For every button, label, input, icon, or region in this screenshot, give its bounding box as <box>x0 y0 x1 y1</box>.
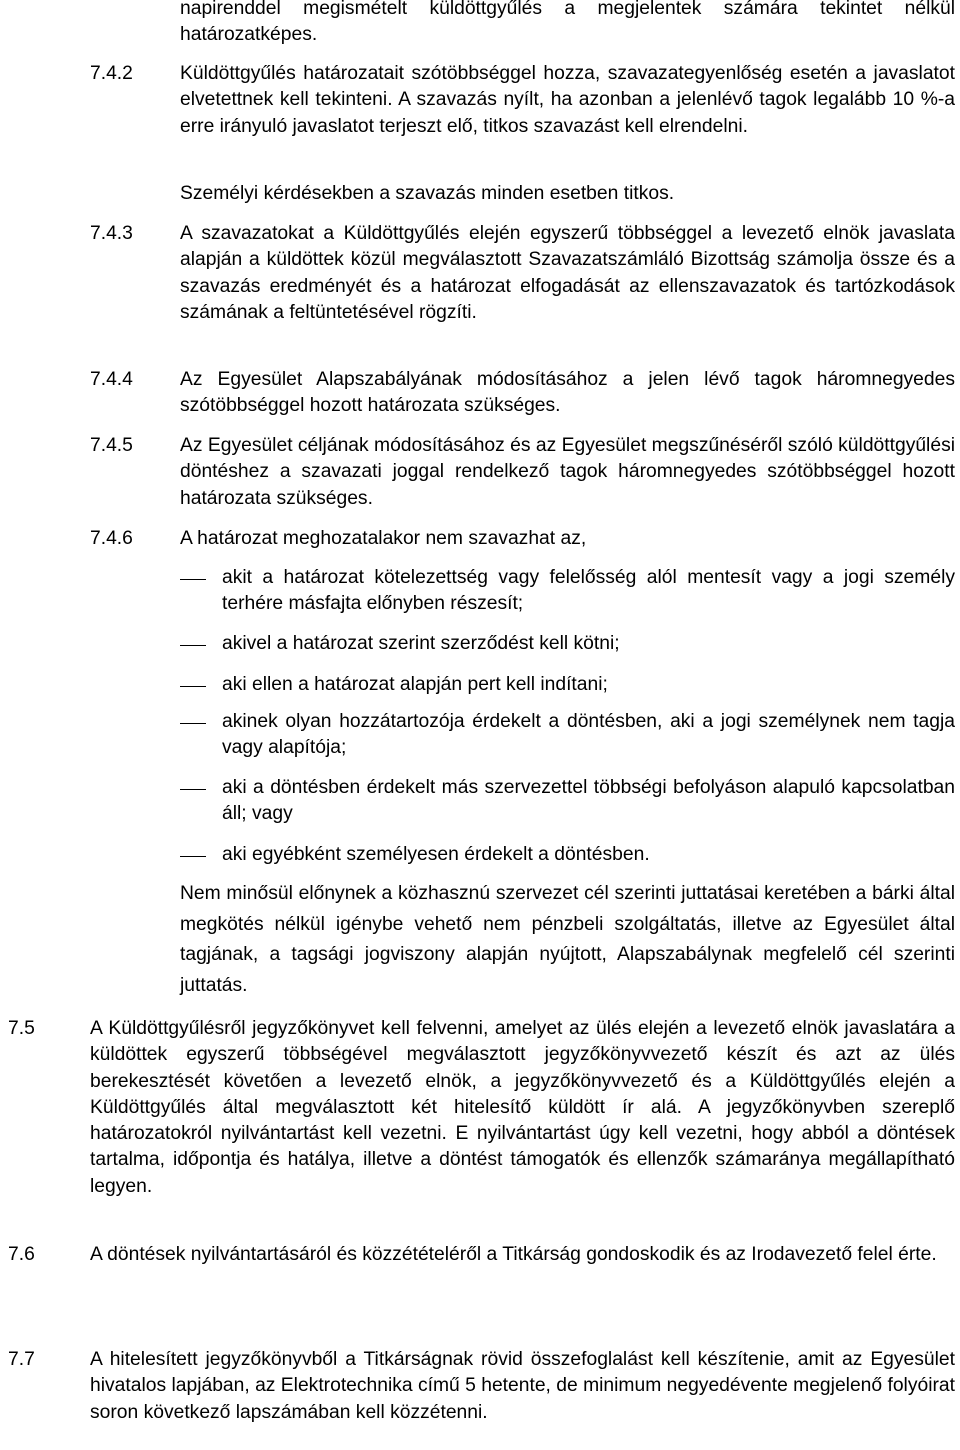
paragraph-continuation: napirenddel megismételt küldöttgyűlés a megjelentek számára tekintet nélkül határozatképes. <box>180 0 955 46</box>
section-number: 7.4.3 <box>90 223 133 244</box>
list-item: aki ellen a határozat alapján pert kell indítani; <box>222 674 608 695</box>
section-text: Az Egyesület céljának módosításához és az Egyesület megszűnéséről szóló küldöttgyűlési döntéshez a szavazati joggal rendelkező tagok háromnegyedes szótöbbséggel hozott határozata szükséges. <box>180 435 955 509</box>
dash-bullet <box>180 579 206 580</box>
section-number: 7.7 <box>8 1349 35 1370</box>
dash-bullet <box>180 686 206 687</box>
list-item: akivel a határozat szerint szerződést kell kötni; <box>222 633 620 654</box>
section-number: 7.6 <box>8 1244 35 1265</box>
section-number: 7.5 <box>8 1018 35 1039</box>
section-text: A határozat meghozatalakor nem szavazhat az, <box>180 528 587 549</box>
section-text: A hitelesített jegyzőkönyvből a Titkárságnak rövid összefoglalást kell készítenie, amit az Egyesület hivatalos lapjában, az Elektrotechnika című 5 hetente, de minimum negyedévente megjelenő folyóirat soron következő lapszámában kell közzétenni. <box>90 1349 955 1423</box>
list-item: aki a döntésben érdekelt más szervezettel többségi befolyáson alapuló kapcsolatban áll; vagy <box>222 777 955 825</box>
list-item: aki egyébként személyesen érdekelt a döntésben. <box>222 844 650 865</box>
dash-bullet <box>180 789 206 790</box>
section-closing-paragraph: Nem minősül előnynek a közhasznú szervezet cél szerinti juttatásai keretében a bárki által megkötés nélkül igénybe vehető nem pénzbeli szolgáltatás, illetve az Egyesület által tagjának, a tagsági jogviszony alapján nyújtott, Alapszabálynak megfelelő cél szerinti juttatás. <box>180 883 955 996</box>
dash-bullet <box>180 645 206 646</box>
section-note: Személyi kérdésekben a szavazás minden esetben titkos. <box>180 183 675 204</box>
list-item: akit a határozat kötelezettség vagy felelősség alól mentesít vagy a jogi személy terhére másfajta előnyben részesít; <box>222 567 955 615</box>
section-text: A Küldöttgyűlésről jegyzőkönyvet kell felvenni, amelyet az ülés elején a levezető elnök javaslatára a küldöttek egyszerű többségével megválasztott jegyzőkönyvvezető készít és azt az ülés berekesztését követően a levezető elnök, a jegyzőkönyvvezető és a Küldöttgyűlés elején a Küldöttgyűlés által megválasztott két hitelesítő küldött ír alá. A jegyzőkönyvben szereplő határozatokról nyilvántartást kell vezetni. E nyilvántartást úgy kell vezetni, hogy abból a döntések tartalma, időpontja és hatálya, illetve a döntést támogatók és ellenzők számaránya megállapítható legyen. <box>90 1018 955 1197</box>
list-item: akinek olyan hozzátartozója érdekelt a döntésben, aki a jogi személynek nem tagja vagy alapítója; <box>222 711 955 759</box>
section-text: Küldöttgyűlés határozatait szótöbbséggel hozza, szavazategyenlőség esetén a javaslatot elvetettnek kell tekinteni. A szavazás nyílt, ha azonban a jelenlévő tagok legalább 10 %-a erre irányuló javaslatot terjeszt elő, titkos szavazást kell elrendelni. <box>180 63 955 137</box>
section-number: 7.4.6 <box>90 528 133 549</box>
section-number: 7.4.5 <box>90 435 133 456</box>
section-text: A döntések nyilvántartásáról és közzétételéről a Titkárság gondoskodik és az Irodavezető felel érte. <box>90 1244 937 1265</box>
dash-bullet <box>180 723 206 724</box>
section-number: 7.4.4 <box>90 369 133 390</box>
dash-bullet <box>180 856 206 857</box>
section-text: A szavazatokat a Küldöttgyűlés elején egyszerű többséggel a levezető elnök javaslata alapján a küldöttek közül megválasztott Szavazatszámláló Bizottság számolja össze és a szavazás eredményét és a határozat elfogadását az ellenszavazatok és tartózkodások számának a feltüntetésével rögzíti. <box>180 223 955 323</box>
section-number: 7.4.2 <box>90 63 133 84</box>
section-text: Az Egyesület Alapszabályának módosításához a jelen lévő tagok háromnegyedes szótöbbséggel hozott határozata szükséges. <box>180 369 955 417</box>
